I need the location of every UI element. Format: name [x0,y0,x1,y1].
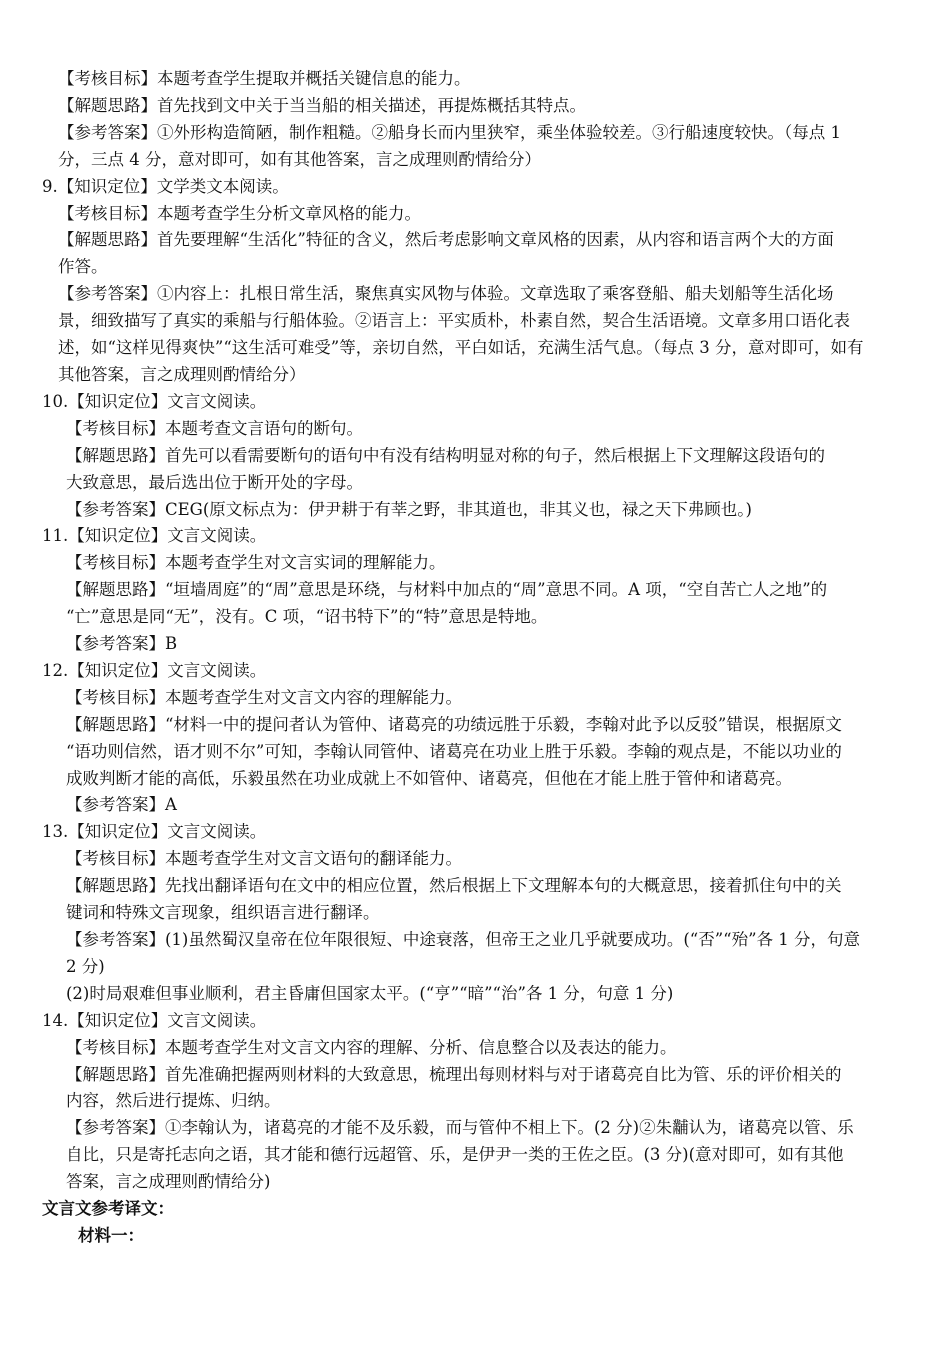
q10-solution-approach-cont: 大致意思，最后选出位于断开处的字母。 [66,472,363,492]
q9-exam-objective: 【考核目标】本题考查学生分析文章风格的能力。 [58,203,421,223]
q12-knowledge-location: 12.【知识定位】文言文阅读。 [42,660,267,680]
question-13-block [42,819,914,1007]
q12-exam-objective: 【考核目标】本题考查学生对文言文内容的理解能力。 [66,687,462,707]
q14-reference-answer-cont-2: 答案，言之成理则酌情给分) [66,1172,271,1192]
q9-knowledge-location: 9.【知识定位】文学类文本阅读。 [42,176,289,196]
q13-knowledge-location: 13.【知识定位】文言文阅读。 [42,822,267,842]
q11-solution-approach-cont: “亡”意思是同“无”，没有。C 项，“诏书特下”的“特”意思是特地。 [66,607,548,627]
q14-exam-objective: 【考核目标】本题考查学生对文言文内容的理解、分析、信息整合以及表达的能力。 [66,1037,677,1057]
q14-solution-approach-cont: 内容，然后进行提炼、归纳。 [66,1091,281,1111]
q10-knowledge-location: 10.【知识定位】文言文阅读。 [42,391,267,411]
q12-solution-approach-cont-1: “语功则信然，语才则不尔”可知，李翰认同管仲、诸葛亮在功业上胜于乐毅。李翰的观点是，不能以功业的 [66,741,842,761]
question-9-block [42,174,914,389]
q9-solution-approach: 【解题思路】首先要理解“生活化”特征的含义，然后考虑影响文章风格的因素，从内容和语言两个大的方面 [58,230,834,250]
q14-solution-approach: 【解题思路】首先准确把握两则材料的大致意思，梳理出每则材料与对于诸葛亮自比为管、乐的评价相关的 [66,1064,842,1084]
translation-section [42,1196,914,1250]
q13-exam-objective: 【考核目标】本题考查学生对文言文语句的翻译能力。 [66,849,462,869]
answer-key-page [42,66,914,1250]
question-8-block [42,66,914,174]
q13-reference-answer-2: (2)时局艰难但事业顺利，君主昏庸但国家太平。(“亨”“暗”“治”各 1 分，句意 1 分) [66,983,674,1003]
q8-exam-objective: 【考核目标】本题考查学生提取并概括关键信息的能力。 [58,69,471,88]
q12-solution-approach: 【解题思路】“材料一中的提问者认为管仲、诸葛亮的功绩远胜于乐毅，李翰对此予以反驳”错误，根据原文 [66,714,842,734]
q12-reference-answer: 【参考答案】A [66,795,177,815]
q13-reference-answer-cont: 2 分) [66,956,105,976]
q9-reference-answer-cont-2: 述，如“这样见得爽快”“这生活可难受”等，亲切自然，平白如话，充满生活气息。（每点 3 分，意对即可，如有 [58,338,864,358]
q9-reference-answer-cont-3: 其他答案，言之成理则酌情给分） [58,364,306,384]
q13-solution-approach: 【解题思路】先找出翻译语句在文中的相应位置，然后根据上下文理解本句的大概意思，接着抓住句中的关 [66,876,842,896]
q13-solution-approach-cont: 键词和特殊文言现象，组织语言进行翻译。 [66,903,380,923]
q14-knowledge-location: 14.【知识定位】文言文阅读。 [42,1010,267,1030]
q11-exam-objective: 【考核目标】本题考查学生对文言实词的理解能力。 [66,553,446,573]
q10-solution-approach: 【解题思路】首先可以看需要断句的语句中有没有结构明显对称的句子，然后根据上下文理解这段语句的 [66,445,825,465]
q10-reference-answer: 【参考答案】CEG(原文标点为：伊尹耕于有莘之野，非其道也，非其义也，禄之天下弗顾也。) [66,499,752,519]
translation-heading: 文言文参考译文： [42,1199,174,1219]
q8-reference-answer: 【参考答案】①外形构造简陋，制作粗糙。②船身长而内里狭窄，乘坐体验较差。③行船速度较快。（每点 1 [58,122,841,142]
q8-solution-approach: 【解题思路】首先找到文中关于当当船的相关描述，再提炼概括其特点。 [58,95,586,115]
q14-reference-answer: 【参考答案】①李翰认为，诸葛亮的才能不及乐毅，而与管仲不相上下。(2 分)②朱黼认为，诸葛亮以管、乐 [66,1118,854,1138]
q12-solution-approach-cont-2: 成败判断才能的高低，乐毅虽然在功业成就上不如管仲、诸葛亮，但他在才能上胜于管仲和诸葛亮。 [66,768,792,788]
q11-solution-approach: 【解题思路】“垣墙周庭”的“周”意思是环绕，与材料中加点的“周”意思不同。A 项，“空自苦亡人之地”的 [66,580,828,600]
q9-reference-answer-cont-1: 景，细致描写了真实的乘船与行船体验。②语言上：平实质朴，朴素自然，契合生活语境。文章多用口语化表 [58,311,850,331]
q8-reference-answer-cont: 分，三点 4 分，意对即可，如有其他答案，言之成理则酌情给分） [58,149,541,169]
question-12-block [42,658,914,819]
translation-material-1-label: 材料一： [78,1225,144,1245]
q13-reference-answer: 【参考答案】(1)虽然蜀汉皇帝在位年限很短、中途衰落，但帝王之业几乎就要成功。(“否”“殆”各 1 分，句意 [66,930,861,949]
question-10-block [42,389,914,524]
question-11-block [42,523,914,658]
q14-reference-answer-cont-1: 自比，只是寄托志向之语，其才能和德行远超管、乐，是伊尹一类的王佐之臣。(3 分)(意对即可，如有其他 [66,1145,844,1165]
question-14-block [42,1008,914,1196]
q9-reference-answer: 【参考答案】①内容上：扎根日常生活，聚焦真实风物与体验。文章选取了乘客登船、船夫划船等生活化场 [58,284,834,304]
q11-knowledge-location: 11.【知识定位】文言文阅读。 [42,526,267,546]
q9-solution-approach-cont: 作答。 [58,257,108,277]
q11-reference-answer: 【参考答案】B [66,634,178,654]
q10-exam-objective: 【考核目标】本题考查文言语句的断句。 [66,418,363,438]
